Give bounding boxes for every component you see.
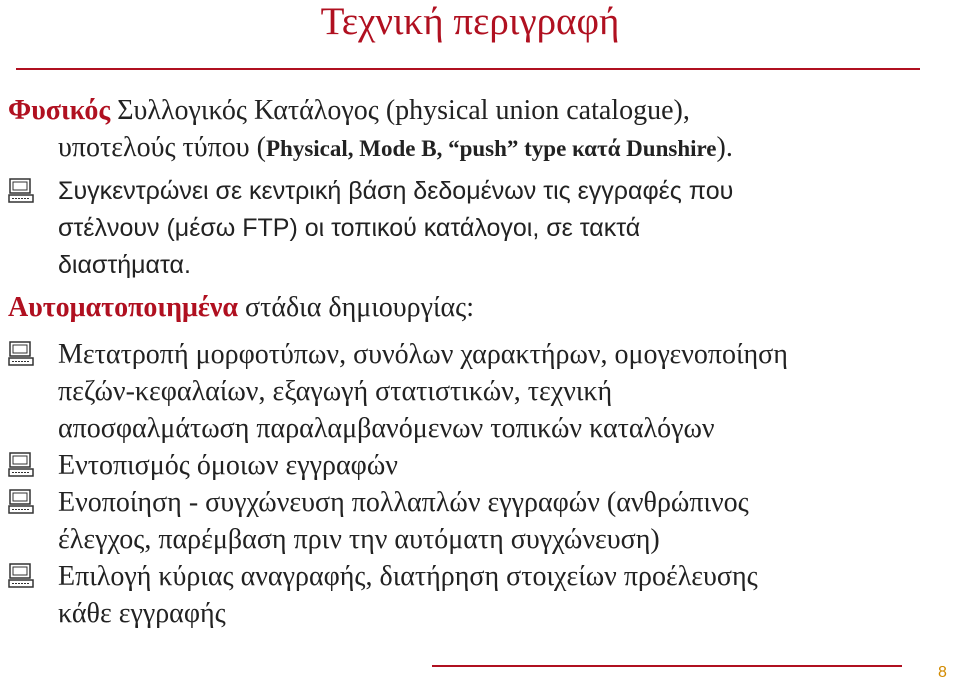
intro-line1-text: Συλλογικός Κατάλογος (physical union catalogue), <box>117 95 690 126</box>
bullet-line: αποσφαλμάτωση παραλαμβανόμενων τοπικών καταλόγων <box>58 413 715 444</box>
intro-line2-bold: Physical, Mode B, “push” type κατά Dunshire <box>265 136 717 161</box>
intro-line2-end: ). <box>716 132 733 163</box>
bullet-line: Μετατροπή μορφοτύπων, συνόλων χαρακτήρων, ομογενοποίηση <box>58 339 788 370</box>
computer-terminal-icon <box>8 489 34 515</box>
intro-line2-start: υποτελούς τύπου ( <box>58 132 266 163</box>
list-item <box>8 447 938 484</box>
bullet-line: Επιλογή κύριας αναγραφής, διατήρηση στοιχείων προέλευσης <box>58 561 758 592</box>
computer-terminal-icon <box>8 563 34 589</box>
list-item <box>8 558 938 632</box>
list-item <box>8 336 938 447</box>
slide-title: Τεχνική περιγραφή <box>320 0 620 43</box>
bullet-line: Ενοποίηση - συγχώνευση πολλαπλών εγγραφών (ανθρώπινος <box>58 487 749 518</box>
bullet-row <box>8 173 938 210</box>
intro-line-1 <box>8 92 938 129</box>
bullet-line: πεζών-κεφαλαίων, εξαγωγή στατιστικών, τεχνική <box>58 376 613 407</box>
bullet-line: κάθε εγγραφής <box>58 598 226 629</box>
bullet-list <box>8 336 938 632</box>
section-heading-lead: Αυτοματοποιημένα <box>8 292 238 323</box>
list-item <box>8 484 938 558</box>
bullet-line: έλεγχος, παρέμβαση πριν την αυτόματη συγχώνευση) <box>58 524 660 555</box>
bullet-line: Συγκεντρώνει σε κεντρική βάση δεδομένων τις εγγραφές που <box>58 177 734 205</box>
title-divider <box>16 68 920 70</box>
intro-paragraph <box>8 92 938 167</box>
bullet-line: διαστήματα. <box>58 251 191 279</box>
intro-lead: Φυσικός <box>8 95 111 126</box>
intro-line-2 <box>8 129 938 167</box>
computer-terminal-icon <box>8 452 34 478</box>
section-heading-text: στάδια δημιουργίας: <box>244 292 475 323</box>
section-heading <box>8 289 938 326</box>
computer-terminal-icon <box>8 341 34 367</box>
computer-terminal-icon <box>8 178 34 204</box>
bullet-item <box>8 173 938 284</box>
bullet-line: Εντοπισμός όμοιων εγγραφών <box>58 450 398 481</box>
bullet-line: στέλνουν (μέσω FTP) οι τοπικού κατάλογοι, σε τακτά <box>58 214 641 242</box>
footer-divider <box>432 665 902 667</box>
page-number: 8 <box>938 664 947 681</box>
